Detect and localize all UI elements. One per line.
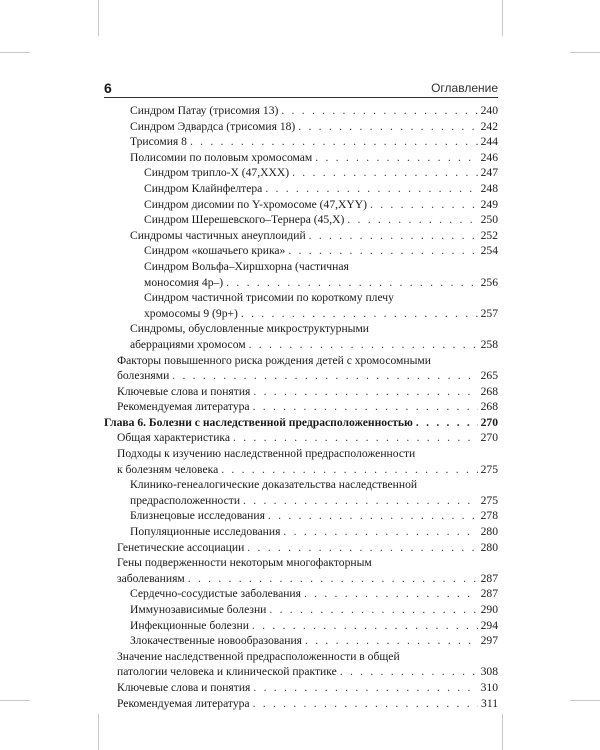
toc-entry-title: Синдромы частичных анеуплоидий: [130, 228, 306, 242]
crop-mark-top-left: [98, 0, 99, 36]
toc-line[interactable]: [104, 259, 498, 275]
toc-line[interactable]: [104, 384, 498, 400]
toc-entry-title: Синдром Клайнфелтера: [144, 181, 263, 195]
toc-line[interactable]: [104, 165, 498, 181]
toc-line[interactable]: [104, 680, 498, 696]
toc-entry-title: хромосомы 9 (9р+): [144, 306, 238, 320]
toc-page-number: 268: [480, 400, 498, 414]
toc-leader-dots: [190, 134, 478, 150]
toc-line[interactable]: [104, 353, 498, 369]
toc-entry-title: Трисомия 8: [130, 135, 187, 149]
toc-entry-title: Рекомендуемая литература: [117, 400, 250, 414]
toc-page-number: 311: [481, 696, 498, 710]
toc-leader-dots: [283, 524, 477, 540]
toc-line[interactable]: [104, 399, 498, 415]
toc-leader-dots: [416, 415, 478, 431]
toc-page-number: 254: [480, 244, 498, 258]
toc-entry-title: Полисомии по половым хромосомам: [130, 150, 313, 164]
toc-page-number: 270: [480, 431, 498, 445]
toc-line[interactable]: [104, 618, 498, 634]
toc-entry-title: Значение наследственной предрасположенности в общей: [117, 649, 400, 663]
toc-entry-title: к болезням человека: [117, 462, 219, 476]
toc-entry-title: болезнями: [117, 369, 170, 383]
toc-entry-title: Синдром дисомии по Y-хромосоме (47,XYY): [144, 197, 367, 211]
toc-page-number: 257: [480, 306, 498, 320]
crop-mark-left-top: [0, 52, 30, 53]
toc-page-number: 265: [480, 369, 498, 383]
toc-page-number: 247: [480, 166, 498, 180]
toc-leader-dots: [298, 119, 477, 135]
toc-entry-title: Ключевые слова и понятия: [117, 384, 251, 398]
toc-entry-title: Злокачественные новообразования: [130, 634, 302, 648]
toc-leader-dots: [340, 664, 478, 680]
toc-page-number: 287: [480, 587, 498, 601]
toc-page-number: 256: [480, 275, 498, 289]
toc-leader-dots: [243, 493, 478, 509]
toc-line[interactable]: [104, 508, 498, 524]
toc-leader-dots: [253, 680, 477, 696]
toc-entry-title: предрасположенности: [130, 493, 241, 507]
toc-line[interactable]: [104, 321, 498, 337]
page-number: 6: [104, 80, 112, 96]
toc-page-number: 252: [480, 228, 498, 242]
toc-line[interactable]: [104, 368, 498, 384]
toc-line[interactable]: [104, 150, 498, 166]
toc-entry-title: Генетические ассоциации: [117, 540, 245, 554]
toc-leader-dots: [233, 430, 478, 446]
toc-leader-dots: [253, 384, 477, 400]
toc-entry-title: Клинико-генеалогические доказательства наследственной: [130, 478, 418, 492]
toc-line[interactable]: [104, 119, 498, 135]
toc-leader-dots: [288, 243, 477, 259]
table-of-contents: [104, 103, 498, 711]
toc-line[interactable]: [104, 290, 498, 306]
toc-line[interactable]: [104, 586, 498, 602]
toc-leader-dots: [309, 228, 478, 244]
toc-line[interactable]: [104, 337, 498, 353]
toc-leader-dots: [269, 602, 477, 618]
toc-entry-title: Близнецовые исследования: [130, 509, 265, 523]
toc-entry-title: Синдром Эдвардса (трисомия 18): [130, 119, 296, 133]
toc-leader-dots: [188, 571, 478, 587]
toc-line[interactable]: [104, 524, 498, 540]
toc-entry-title: моносомия 4р–): [144, 275, 224, 289]
toc-line[interactable]: [104, 243, 498, 259]
toc-line[interactable]: [104, 181, 498, 197]
toc-leader-dots: [252, 618, 478, 634]
toc-line[interactable]: [104, 430, 498, 446]
toc-leader-dots: [226, 275, 477, 291]
toc-entry-title: Сердечно-сосудистые заболевания: [130, 587, 301, 601]
toc-entry-title: Синдром частичной трисомии по короткому плечу: [144, 291, 394, 305]
toc-entry-title: Иммунозависимые болезни: [130, 603, 267, 616]
toc-entry-title: Синдромы, обусловленные микроструктурными: [130, 322, 369, 336]
toc-entry-title: Гены подверженности некоторым многофакторным: [117, 556, 372, 570]
toc-page-number: 290: [480, 603, 498, 616]
toc-leader-dots: [247, 540, 477, 556]
toc-entry-title: Популяционные исследования: [130, 525, 281, 539]
toc-line[interactable]: [104, 415, 498, 431]
toc-page-number: 250: [480, 213, 498, 227]
crop-mark-bottom-left: [98, 714, 99, 750]
toc-page-number: 294: [480, 618, 498, 632]
toc-page-number: 280: [480, 525, 498, 539]
toc-leader-dots: [292, 165, 478, 181]
crop-mark-left-bottom: [0, 700, 30, 701]
toc-leader-dots: [265, 181, 477, 197]
toc-entry-title: Глава 6. Болезни с наследственной предрасположенностью: [104, 415, 413, 429]
toc-page-number: 280: [480, 540, 498, 554]
toc-page-number: 308: [480, 665, 498, 679]
toc-leader-dots: [305, 633, 478, 649]
toc-entry-title: Общая характеристика: [117, 431, 231, 445]
toc-line[interactable]: [104, 540, 498, 556]
toc-leader-dots: [304, 586, 478, 602]
toc-line[interactable]: [104, 212, 498, 228]
toc-entry-title: Синдром Вольфа–Хиршхорна (частичная: [144, 259, 349, 273]
toc-leader-dots: [253, 696, 478, 712]
toc-line[interactable]: [104, 571, 498, 587]
toc-line[interactable]: [104, 649, 498, 665]
toc-line[interactable]: [104, 664, 498, 680]
toc-leader-dots: [268, 508, 478, 524]
toc-entry-title: Факторы повышенного риска рождения детей с хромосомными: [117, 353, 431, 367]
toc-page-number: 275: [480, 462, 498, 476]
toc-entry-title: Подходы к изучению наследственной предрасположенности: [117, 447, 416, 461]
toc-entry-title: аберрациями хромосом: [130, 337, 246, 351]
toc-page-number: 248: [480, 181, 498, 195]
toc-line[interactable]: [104, 696, 498, 712]
toc-page-number: 275: [480, 493, 498, 507]
toc-entry-title: Рекомендуемая литература: [117, 696, 250, 710]
toc-page-number: 258: [480, 337, 498, 351]
crop-mark-right-bottom: [570, 700, 600, 701]
crop-mark-top-right: [502, 0, 503, 36]
toc-leader-dots: [249, 337, 478, 353]
toc-page-number: 249: [480, 197, 498, 211]
toc-leader-dots: [281, 103, 477, 119]
toc-leader-dots: [241, 306, 478, 322]
toc-line[interactable]: [104, 633, 498, 649]
toc-line[interactable]: [104, 306, 498, 322]
crop-mark-bottom-right: [502, 714, 503, 750]
toc-entry-title: Инфекционные болезни: [130, 618, 249, 632]
toc-line[interactable]: [104, 493, 498, 509]
toc-page-number: 278: [480, 509, 498, 523]
toc-page-number: 297: [480, 634, 498, 648]
toc-entry-title: Ключевые слова и понятия: [117, 680, 251, 694]
toc-page-number: 287: [480, 571, 498, 585]
toc-line[interactable]: [104, 275, 498, 291]
page-header: [104, 79, 498, 97]
toc-entry-title: Синдром «кошачьего крика»: [144, 244, 286, 258]
header-rule: [104, 97, 498, 98]
toc-leader-dots: [253, 399, 478, 415]
crop-mark-right-top: [570, 52, 600, 53]
toc-line[interactable]: [104, 134, 498, 150]
toc-leader-dots: [221, 462, 477, 478]
toc-page-number: 270: [480, 415, 498, 429]
toc-entry-title: Синдром Патау (трисомия 13): [130, 104, 279, 117]
toc-entry-title: заболеваниям: [117, 571, 185, 585]
toc-page-number: 246: [480, 150, 498, 164]
toc-page-number: 268: [480, 384, 498, 398]
toc-entry-title: Синдром трипло-Х (47,ХХХ): [144, 166, 290, 180]
toc-leader-dots: [315, 150, 477, 166]
toc-entry-title: патологии человека и клинической практике: [117, 665, 337, 679]
toc-line[interactable]: [104, 197, 498, 213]
toc-page-number: 242: [480, 119, 498, 133]
toc-leader-dots: [370, 197, 478, 213]
toc-page-number: 244: [480, 135, 498, 149]
toc-line[interactable]: [104, 477, 498, 493]
toc-page-number: 310: [480, 680, 498, 694]
toc-entry-title: Синдром Шерешевского–Тернера (45,X): [144, 213, 345, 227]
toc-leader-dots: [172, 368, 477, 384]
toc-page-number: 240: [480, 104, 498, 117]
toc-line[interactable]: [104, 602, 498, 618]
toc-line[interactable]: [104, 446, 498, 462]
running-head: Оглавление: [431, 81, 498, 95]
toc-line[interactable]: [104, 555, 498, 571]
toc-line[interactable]: [104, 462, 498, 478]
toc-leader-dots: [347, 212, 477, 228]
toc-line[interactable]: [104, 103, 498, 119]
toc-line[interactable]: [104, 228, 498, 244]
